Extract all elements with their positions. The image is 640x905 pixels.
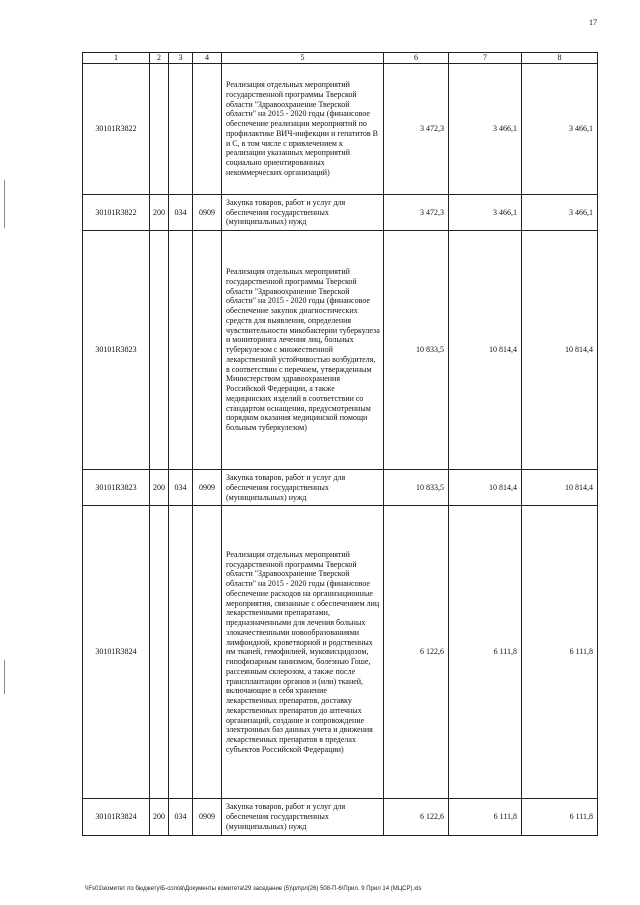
- section-cell: [193, 506, 222, 799]
- section-cell: 0909: [193, 194, 222, 230]
- expense-type-cell: 200: [150, 470, 169, 506]
- amount-cell: 3 466,1: [449, 194, 522, 230]
- amount-cell: 3 466,1: [449, 63, 522, 194]
- margin-mark: [4, 180, 5, 228]
- header-cell: 1: [83, 53, 150, 64]
- page-number: 17: [589, 18, 597, 27]
- header-cell: 6: [384, 53, 449, 64]
- expense-type-cell: 200: [150, 799, 169, 835]
- description-cell: Закупка товаров, работ и услуг для обеспечения государственных (муниципальных) нужд: [222, 194, 384, 230]
- section-cell: [193, 63, 222, 194]
- amount-cell: 10 814,4: [522, 470, 598, 506]
- ministry-cell: 034: [169, 799, 193, 835]
- amount-cell: 3 472,3: [384, 63, 449, 194]
- description-cell: Реализация отдельных мероприятий государственной программы Тверской области "Здравоохранение Тверской области" на 2015 - 2020 годы (финансовое обеспечение закупок диагностических средств для выявления, определения чувствительности микобактерии туберкулеза и мониторинга лечения лиц, больных туберкулезом с множественной лекарственной устойчивостью возбудителя, в соответствии с перечнем, утвержденным Министерством здравоохранения Российской Федерации, а также медицинских изделий в соответствии со стандартом оснащения, предусмотренным порядком оказания медицинской помощи больным туберкулезом): [222, 231, 384, 470]
- table-row: [83, 231, 598, 470]
- description-cell: Закупка товаров, работ и услуг для обеспечения государственных (муниципальных) нужд: [222, 470, 384, 506]
- target-code-cell: 30101R3823: [83, 470, 150, 506]
- target-code-cell: 30101R3824: [83, 506, 150, 799]
- header-cell: 4: [193, 53, 222, 64]
- target-code-cell: 30101R3822: [83, 63, 150, 194]
- target-code-cell: 30101R3823: [83, 231, 150, 470]
- target-code-cell: 30101R3822: [83, 194, 150, 230]
- file-path-footer: \\Fs01\комитет по бюджету\Б-сопов\Документы комитета\29 заседание (5)\рл\рл(26) 508-П-6\Прил. 9 Прил 14 (МЦСР).xls: [85, 886, 422, 892]
- target-code-cell: 30101R3824: [83, 799, 150, 835]
- amount-cell: 6 122,6: [384, 506, 449, 799]
- table-row: [83, 470, 598, 506]
- ministry-cell: 034: [169, 194, 193, 230]
- expense-type-cell: [150, 231, 169, 470]
- amount-cell: 6 111,8: [449, 506, 522, 799]
- amount-cell: 6 111,8: [522, 799, 598, 835]
- expense-type-cell: [150, 63, 169, 194]
- ministry-cell: [169, 63, 193, 194]
- margin-mark: [4, 660, 5, 694]
- ministry-cell: [169, 506, 193, 799]
- amount-cell: 10 814,4: [449, 470, 522, 506]
- ministry-cell: [169, 231, 193, 470]
- section-cell: 0909: [193, 799, 222, 835]
- amount-cell: 10 814,4: [449, 231, 522, 470]
- header-cell: 8: [522, 53, 598, 64]
- header-cell: 2: [150, 53, 169, 64]
- header-cell: 7: [449, 53, 522, 64]
- amount-cell: 6 122,6: [384, 799, 449, 835]
- expense-type-cell: [150, 506, 169, 799]
- amount-cell: 6 111,8: [522, 506, 598, 799]
- header-cell: 5: [222, 53, 384, 64]
- section-cell: 0909: [193, 470, 222, 506]
- header-row: [83, 53, 598, 64]
- budget-table: [82, 52, 598, 836]
- amount-cell: 10 833,5: [384, 470, 449, 506]
- amount-cell: 3 472,3: [384, 194, 449, 230]
- table-row: [83, 799, 598, 835]
- amount-cell: 10 833,5: [384, 231, 449, 470]
- table-row: [83, 194, 598, 230]
- table-row: [83, 506, 598, 799]
- amount-cell: 10 814,4: [522, 231, 598, 470]
- header-cell: 3: [169, 53, 193, 64]
- description-cell: Реализация отдельных мероприятий государственной программы Тверской области "Здравоохранение Тверской области" на 2015 - 2020 годы (финансовое обеспечение расходов на организационные мероприятия, связанные с обеспечением лиц лекарственными препаратами, предназначенными для лечения больных злокачественными новообразованиями лимфоидной, кроветворной и родственных им тканей, гемофилией, муковисцидозом, гипофизарным нанизмом, болезнью Гоше, рассеянным склерозом, а также после трансплантации органов и (или) тканей, включающие в себя хранение лекарственных препаратов, доставку лекарственных препаратов до аптечных организаций, создание и сопровождение электронных баз данных учета и движения лекарственных препаратов в пределах субъектов Российской Федерации): [222, 506, 384, 799]
- table-row: [83, 63, 598, 194]
- description-cell: Реализация отдельных мероприятий государственной программы Тверской области "Здравоохранение Тверской области" на 2015 - 2020 годы (финансовое обеспечение реализации мероприятий по профилактике ВИЧ-инфекции и гепатитов В и С, в том числе с привлечением к реализации указанных мероприятий социально ориентированных некоммерческих организаций): [222, 63, 384, 194]
- amount-cell: 3 466,1: [522, 194, 598, 230]
- section-cell: [193, 231, 222, 470]
- amount-cell: 3 466,1: [522, 63, 598, 194]
- ministry-cell: 034: [169, 470, 193, 506]
- description-cell: Закупка товаров, работ и услуг для обеспечения государственных (муниципальных) нужд: [222, 799, 384, 835]
- expense-type-cell: 200: [150, 194, 169, 230]
- amount-cell: 6 111,8: [449, 799, 522, 835]
